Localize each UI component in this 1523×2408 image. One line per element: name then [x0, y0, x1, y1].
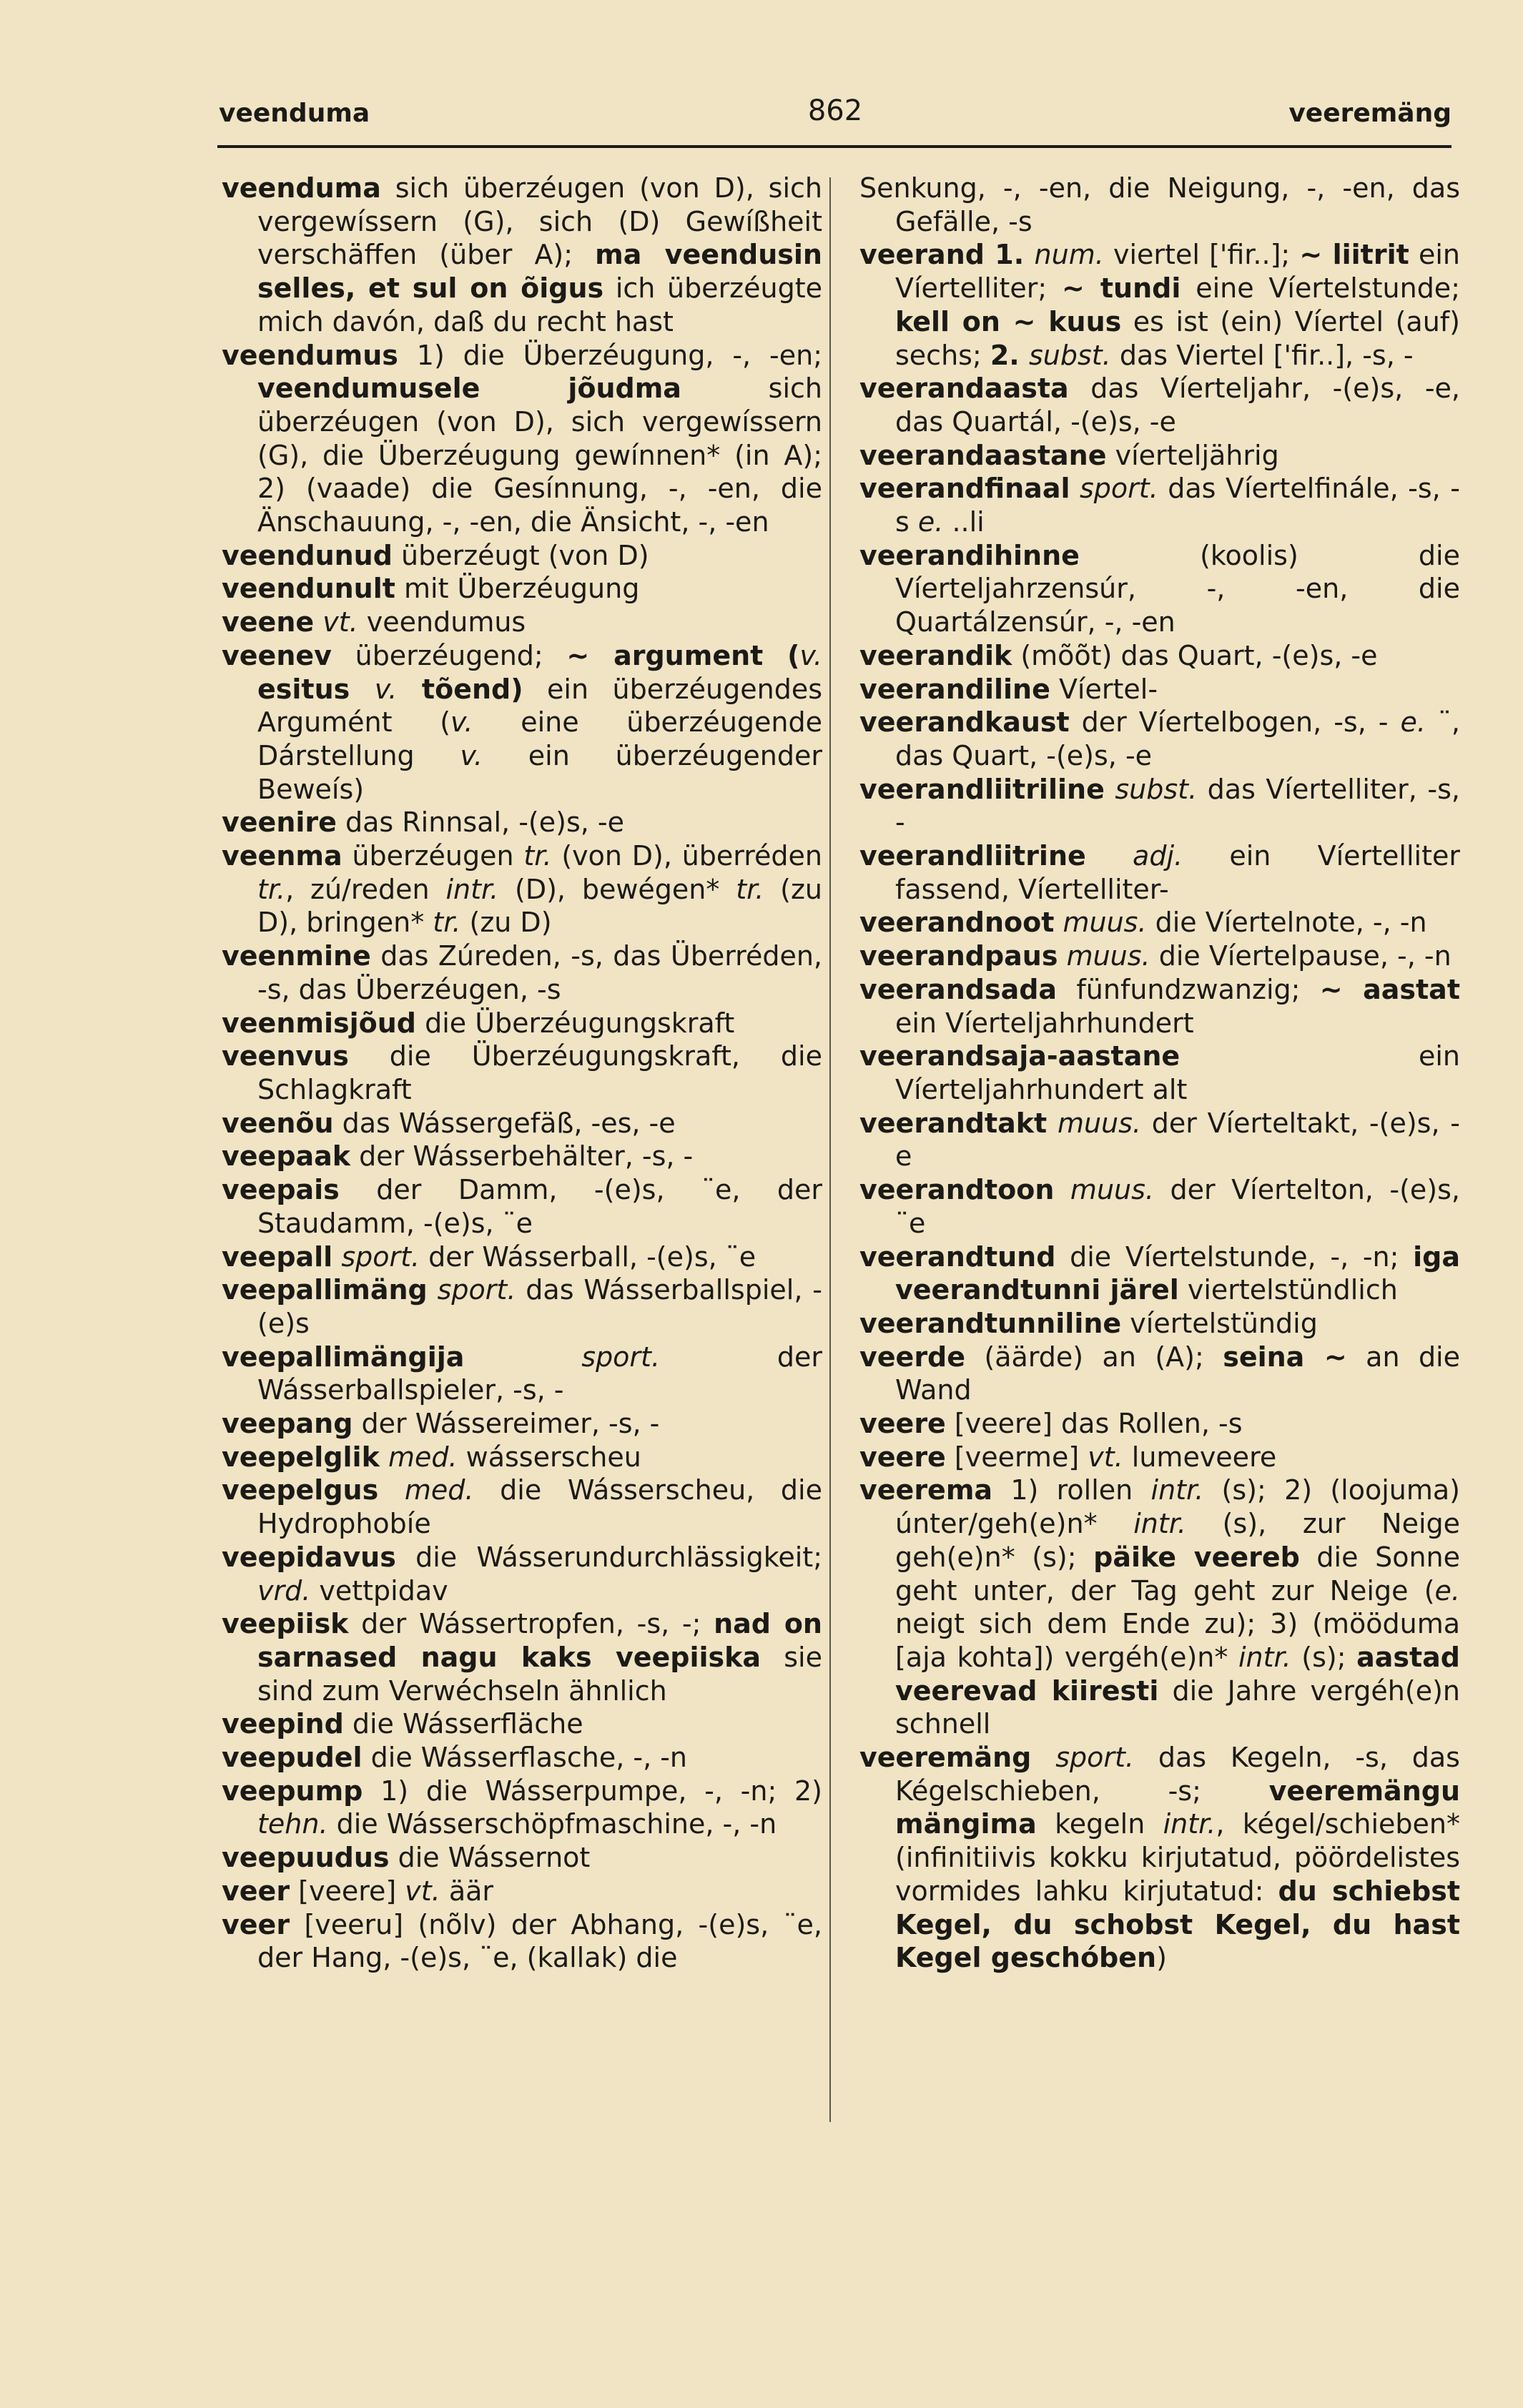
dictionary-entry — [859, 1307, 1460, 1341]
example-phrase: iga veerandtunni järel — [895, 1240, 1460, 1306]
dictionary-entry — [222, 539, 822, 573]
definition-text: überzéugt (von D) — [392, 539, 649, 571]
definition-text — [1054, 1174, 1070, 1205]
definition-text — [378, 1474, 405, 1506]
definition-text: (s); — [1291, 1641, 1357, 1673]
example-phrase: du schiebst Kegel, du schobst Kegel, du hast Kegel geschóben — [895, 1875, 1460, 1974]
definition-text: , kégel/schieben* (infinitiivis kokku kirjutatud, pöördelistes vormides lahku kirjutatud: — [895, 1808, 1460, 1907]
example-phrase: päike veereb — [1093, 1541, 1300, 1573]
grammar-label: vt. — [322, 606, 358, 638]
entry-headword: veenmine — [222, 940, 371, 972]
entry-headword: veepais — [222, 1174, 340, 1206]
definition-text: (D), bewégen* — [498, 873, 736, 905]
definition-text — [1105, 774, 1115, 805]
dictionary-entry — [222, 1173, 822, 1240]
page-header — [219, 94, 1451, 143]
entry-headword: veerandtund — [859, 1240, 1056, 1273]
definition-text: (zu D), bringen* — [257, 873, 823, 939]
example-phrase: 2. — [990, 339, 1029, 371]
grammar-label: tehn. — [257, 1808, 328, 1840]
definition-text: [veere] — [290, 1875, 405, 1907]
grammar-label: med. — [404, 1474, 474, 1506]
entry-headword: veer — [222, 1875, 290, 1907]
definition-text: (zu D) — [460, 907, 552, 939]
example-phrase: 1. — [984, 239, 1035, 271]
example-phrase: ~ liitrit — [1299, 239, 1409, 271]
definition-text: überzéugen — [342, 840, 524, 872]
dictionary-entry — [222, 1541, 822, 1607]
definition-text: [veerme] — [945, 1441, 1088, 1473]
dictionary-entry — [222, 1474, 822, 1540]
dictionary-entry — [222, 1140, 822, 1173]
dictionary-entry — [859, 773, 1460, 839]
definition-text: die Víertelnote, -, -n — [1146, 907, 1427, 939]
entry-headword: veerandaastane — [859, 439, 1107, 471]
definition-text: an die Wand — [895, 1341, 1460, 1406]
definition-text — [380, 1441, 388, 1473]
entry-headword: veerandihinne — [859, 539, 1080, 571]
entry-headword: veerema — [859, 1474, 993, 1506]
definition-text: äär — [440, 1875, 494, 1907]
definition-text: ein überzéugendes Argumént ( — [257, 673, 822, 739]
definition-text: Senkung, -, -en, die Neigung, -, -en, das Gefälle, -s — [859, 172, 1460, 237]
entry-headword: veenduma — [222, 172, 381, 204]
definition-text: ein überzéugender Beweís) — [257, 739, 822, 805]
definition-text: sich überzéugen (von D), sich vergewíssern (G), die Überzéugung gewínnen* (in A); 2) (vaade) die Gesínnung, -, -en, die Änschauung, -, -en, die Änsicht, -, -en — [257, 372, 822, 538]
definition-text: kegeln — [1036, 1808, 1163, 1840]
definition-text: der Wásserbehälter, -s, - — [350, 1140, 694, 1173]
entry-headword: veenmisjõud — [222, 1007, 416, 1039]
entry-headword: veendunud — [222, 539, 393, 571]
definition-text: die Wásserflasche, -, -n — [362, 1742, 688, 1774]
entry-headword: veerandiline — [859, 673, 1050, 705]
definition-text — [464, 1341, 581, 1373]
definition-text: ..li — [943, 506, 985, 538]
example-phrase: esitus — [257, 673, 375, 705]
definition-text — [1047, 1107, 1058, 1139]
example-phrase: kell on ~ kuus — [895, 305, 1122, 337]
entry-headword: veenvus — [222, 1040, 349, 1072]
dictionary-entry — [222, 1441, 822, 1474]
grammar-label: num. — [1034, 239, 1104, 271]
dictionary-entry — [859, 1474, 1460, 1741]
grammar-label: tr. — [433, 907, 461, 939]
definition-text: ein Víerteljahrhundert alt — [895, 1040, 1460, 1105]
definition-text: ich überzéugte mich davón, daß du recht hast — [257, 272, 822, 337]
dictionary-entry — [222, 1841, 822, 1875]
definition-text: der Wássertropfen, -s, -; — [348, 1608, 714, 1640]
definition-text: (koolis) die Víerteljahrzensúr, -, -en, die Quartálzensúr, -, -en — [895, 539, 1460, 638]
dictionary-entry — [222, 1607, 822, 1707]
definition-text: die Jahre vergéh(e)n schnell — [895, 1674, 1460, 1740]
entry-headword: veere — [859, 1441, 946, 1473]
grammar-label: subst. — [1028, 339, 1111, 371]
entry-headword: veerandik — [859, 639, 1012, 671]
entry-headword: veepang — [222, 1408, 353, 1440]
dictionary-entry — [222, 1875, 822, 1908]
dictionary-entry — [859, 1040, 1460, 1106]
grammar-label: v. — [799, 639, 822, 671]
definition-text: fünfundzwanzig; — [1057, 973, 1320, 1005]
grammar-label: e. — [1434, 1574, 1460, 1607]
entry-headword: veenire — [222, 806, 337, 839]
dictionary-entry — [859, 1407, 1460, 1441]
definition-text: die Wásserscheu, die Hydrophobíe — [257, 1474, 822, 1540]
dictionary-entry-continued — [859, 172, 1460, 238]
example-phrase: nad on sarnased nagu kaks veepiiska — [257, 1608, 822, 1673]
example-phrase: ~ tundi — [1062, 272, 1181, 305]
dictionary-entry — [859, 839, 1460, 906]
definition-text: es ist (ein) Víertel (auf) sechs; — [895, 305, 1460, 371]
dictionary-entry — [859, 439, 1460, 473]
definition-text: (äärde) an (A); — [965, 1341, 1223, 1373]
grammar-label: e. — [1400, 706, 1426, 739]
definition-text: víertelstündig — [1121, 1307, 1318, 1339]
example-phrase: seina ~ — [1223, 1341, 1347, 1373]
definition-text: der Víerteltakt, -(e)s, -e — [895, 1107, 1460, 1173]
definition-text: sie sind zum Verwéchseln ähnlich — [257, 1641, 822, 1707]
grammar-label: intr. — [445, 873, 499, 905]
definition-text: mit Überzéugung — [395, 573, 640, 605]
example-phrase: tõend) — [397, 673, 523, 705]
definition-text: vettpidav — [310, 1574, 448, 1607]
dictionary-entry — [859, 372, 1460, 438]
dictionary-entry — [222, 1707, 822, 1741]
entry-headword: veepump — [222, 1775, 363, 1807]
dictionary-entry — [859, 939, 1460, 973]
definition-text: die Überzéugungskraft, die Schlagkraft — [257, 1040, 822, 1105]
grammar-label: muus. — [1057, 1107, 1142, 1139]
dictionary-entry — [859, 1341, 1460, 1407]
definition-text: überzéugend; — [331, 639, 567, 671]
grammar-label: subst. — [1115, 773, 1198, 805]
dictionary-entry — [222, 1908, 822, 1975]
grammar-label: v. — [460, 739, 483, 771]
column-divider — [829, 177, 831, 2122]
dictionary-entry — [222, 606, 822, 639]
entry-headword: veerandnoot — [859, 907, 1055, 939]
dictionary-entry — [222, 1007, 822, 1040]
definition-text: ein Víerteljahrhundert — [895, 1007, 1194, 1039]
definition-text: eine Víertelstunde; — [1181, 272, 1460, 305]
grammar-label: med. — [388, 1441, 458, 1473]
left-running-headword: veenduma — [219, 99, 370, 128]
dictionary-entry — [222, 572, 822, 606]
entry-headword: veerandkaust — [859, 706, 1070, 739]
definition-text: sich überzéugen (von D), sich vergewíssern (G), sich (D) Gewíßheit verschäffen (über A); — [257, 172, 822, 271]
dictionary-entry — [222, 1040, 822, 1106]
dictionary-entry — [859, 1741, 1460, 1975]
definition-text: viertel ['fir..]; — [1103, 239, 1300, 271]
example-phrase: aastad veerevad kiiresti — [895, 1641, 1460, 1707]
grammar-label: muus. — [1063, 907, 1147, 939]
entry-headword: veerandtunniline — [859, 1307, 1122, 1339]
definition-text: víerteljährig — [1106, 439, 1279, 471]
definition-text: [veere] das Rollen, -s — [945, 1408, 1243, 1440]
dictionary-entry — [222, 1775, 822, 1841]
entry-headword: veepelglik — [222, 1441, 380, 1473]
grammar-label: adj. — [1133, 840, 1183, 872]
entry-headword: veepallimäng — [222, 1274, 428, 1306]
definition-text: lumeveere — [1123, 1441, 1277, 1473]
definition-text: wásserscheu — [457, 1441, 641, 1473]
dictionary-entry — [859, 706, 1460, 772]
entry-headword: veerandpaus — [859, 940, 1058, 972]
entry-headword: veepiisk — [222, 1608, 349, 1640]
definition-text: das Viertel ['fir..], -s, - — [1110, 339, 1414, 371]
definition-text — [428, 1274, 438, 1306]
entry-headword: veenev — [222, 639, 332, 671]
definition-text: der Damm, -(e)s, ¨e, der Staudamm, -(e)s, ¨e — [257, 1174, 822, 1239]
grammar-label: vt. — [1088, 1441, 1123, 1473]
definition-text: das Víertelfinále, -s, -s — [895, 473, 1460, 538]
definition-text: die Víertelstunde, -, -n; — [1055, 1240, 1414, 1273]
dictionary-entry — [222, 1407, 822, 1441]
definition-text: die Víertelpause, -, -n — [1150, 940, 1451, 972]
definition-text: der Wássereimer, -s, - — [353, 1408, 660, 1440]
definition-text: eine überzéugende Dárstellung — [257, 706, 822, 771]
entry-headword: veepidavus — [222, 1541, 396, 1573]
entry-headword: veerandtakt — [859, 1107, 1048, 1139]
definition-text — [1086, 840, 1133, 872]
grammar-label: muus. — [1070, 1174, 1154, 1206]
grammar-label: intr. — [1163, 1808, 1216, 1840]
dictionary-entry — [859, 906, 1460, 939]
definition-text: ¨, das Quart, -(e)s, -e — [895, 706, 1460, 771]
dictionary-entry — [859, 1173, 1460, 1240]
definition-text: das Zúreden, -s, das Überréden, -s, das Überzéugen, -s — [257, 940, 822, 1005]
entry-headword: veenõu — [222, 1107, 334, 1139]
dictionary-entry — [222, 839, 822, 939]
example-phrase: ~ argument ( — [566, 639, 800, 671]
definition-text: (s), zur Neige geh(e)n* (s); — [895, 1508, 1461, 1573]
example-phrase: veeremängu mängima — [895, 1775, 1460, 1840]
definition-text: ein Víertelliter fassend, Víertelliter- — [895, 840, 1460, 905]
definition-text: 1) die Überzéugung, -, -en; — [398, 339, 822, 371]
dictionary-entry — [859, 673, 1460, 706]
dictionary-entry — [222, 1741, 822, 1775]
grammar-label: intr. — [1133, 1508, 1186, 1540]
dictionary-entry — [222, 806, 822, 839]
dictionary-entry — [859, 539, 1460, 639]
entry-headword: veepuudus — [222, 1842, 390, 1874]
entry-headword: veerandfinaal — [859, 473, 1070, 505]
definition-text: 1) rollen — [992, 1474, 1151, 1506]
definition-text: die Wásserfläche — [343, 1708, 583, 1740]
definition-text — [1031, 1742, 1055, 1773]
entry-headword: veepallimängija — [222, 1341, 465, 1373]
header-rule — [217, 145, 1451, 148]
definition-text: das Víerteljahr, -(e)s, -e, das Quartál, -(e)s, -e — [895, 372, 1460, 438]
entry-headword: veer — [222, 1908, 290, 1940]
definition-text: (mõõt) das Quart, -(e)s, -e — [1012, 639, 1378, 671]
definition-text: viertelstündlich — [1178, 1274, 1398, 1306]
entry-headword: veerandsada — [859, 973, 1058, 1005]
definition-text: (s); 2) (loojuma) únter/geh(e)n* — [895, 1474, 1460, 1540]
grammar-label: vrd. — [257, 1574, 311, 1607]
entry-headword: veepelgus — [222, 1474, 379, 1506]
definition-text: (von D), überréden — [551, 840, 823, 872]
entry-headword: veendumus — [222, 339, 398, 371]
dictionary-entry — [859, 1240, 1460, 1307]
entry-headword: veepall — [222, 1240, 333, 1273]
entry-headword: veepind — [222, 1708, 344, 1740]
entry-headword: veerandsaja-aastane — [859, 1040, 1181, 1072]
dictionary-entry — [222, 339, 822, 539]
definition-text: die Wásserundurchlässigkeit; — [395, 1541, 822, 1573]
dictionary-entry — [222, 172, 822, 339]
definition-text: neigt sich dem Ende zu); 3) (mööduma [aja kohta]) vergéh(e)n* — [895, 1608, 1460, 1673]
grammar-label: tr. — [523, 840, 552, 872]
dictionary-entry — [859, 973, 1460, 1040]
entry-headword: veepudel — [222, 1742, 363, 1774]
grammar-label: vt. — [405, 1875, 440, 1907]
entry-headword: veepaak — [222, 1140, 351, 1173]
definition-text: , zú/reden — [285, 873, 446, 905]
entry-headword: veendunult — [222, 573, 395, 605]
definition-text: ) — [1156, 1942, 1167, 1974]
dictionary-entry — [222, 639, 822, 806]
definition-text: der Wásserballspieler, -s, - — [257, 1341, 822, 1406]
right-column — [859, 172, 1460, 1975]
grammar-label: sport. — [1055, 1742, 1134, 1774]
definition-text — [1070, 473, 1080, 504]
grammar-label: v. — [374, 673, 398, 705]
entry-headword: veerandtoon — [859, 1174, 1055, 1206]
entry-headword: veeremäng — [859, 1742, 1032, 1774]
definition-text: [veeru] (nõlv) der Abhang, -(e)s, ¨e, der Hang, -(e)s, ¨e, (kallak) die — [257, 1908, 822, 1974]
entry-headword: veere — [859, 1408, 946, 1440]
dictionary-entry — [859, 238, 1460, 372]
definition-text: das Wássergefäß, -es, -e — [333, 1107, 676, 1139]
definition-text: das Kegeln, -s, das Kégelschieben, -s; — [895, 1742, 1460, 1807]
definition-text — [314, 606, 322, 638]
entry-headword: veenma — [222, 840, 342, 872]
definition-text: das Víertelliter, -s, - — [895, 773, 1460, 839]
dictionary-entry — [859, 1107, 1460, 1173]
definition-text: 1) die Wásserpumpe, -, -n; 2) — [363, 1775, 822, 1807]
definition-text: das Rinnsal, -(e)s, -e — [336, 806, 624, 839]
example-phrase: veendumusele jõudma — [257, 372, 681, 405]
dictionary-entry — [222, 1107, 822, 1140]
page-number: 862 — [807, 94, 863, 127]
right-running-headword: veeremäng — [1288, 99, 1451, 128]
grammar-label: sport. — [1079, 473, 1158, 505]
dictionary-entry — [859, 639, 1460, 673]
grammar-label: v. — [450, 706, 473, 739]
definition-text: die Wásserschöpfmaschine, -, -n — [327, 1808, 777, 1840]
grammar-label: tr. — [736, 873, 764, 905]
left-column — [222, 172, 822, 1975]
definition-text: veendumus — [358, 606, 526, 638]
entry-headword: veene — [222, 606, 315, 638]
definition-text: der Wásserball, -(e)s, ¨e — [420, 1240, 756, 1273]
definition-text: ein Víertelliter; — [895, 239, 1460, 305]
dictionary-entry — [222, 939, 822, 1006]
dictionary-entry — [222, 1273, 822, 1340]
grammar-label: sport. — [581, 1341, 661, 1373]
dictionary-entry — [859, 472, 1460, 538]
definition-text — [332, 1241, 341, 1273]
definition-text — [1058, 940, 1066, 972]
entry-headword: veerandliitrine — [859, 840, 1086, 872]
entry-headword: veerandaasta — [859, 372, 1069, 405]
definition-text: der Víertelton, -(e)s, ¨e — [895, 1174, 1460, 1239]
definition-text: die Sonne geht unter, der Tag geht zur Neige ( — [895, 1541, 1460, 1607]
definition-text: der Víertelbogen, -s, - — [1069, 706, 1401, 739]
grammar-label: muus. — [1066, 940, 1150, 972]
definition-text — [1054, 907, 1063, 938]
dictionary-entry — [222, 1240, 822, 1274]
grammar-label: e. — [917, 506, 944, 538]
definition-text: das Wásserballspiel, -(e)s — [257, 1274, 822, 1339]
grammar-label: sport. — [341, 1240, 420, 1273]
definition-text: die Überzéugungskraft — [416, 1007, 735, 1039]
definition-text: Víertel- — [1050, 673, 1158, 705]
grammar-label: sport. — [437, 1274, 516, 1306]
entry-headword: veerde — [859, 1341, 966, 1373]
example-phrase: ma veendusin selles, et sul on õigus — [257, 239, 822, 305]
example-phrase: ~ aastat — [1319, 973, 1460, 1005]
definition-text: die Wássernot — [389, 1842, 591, 1874]
grammar-label: intr. — [1150, 1474, 1204, 1506]
entry-headword: veerand — [859, 239, 985, 271]
dictionary-entry — [222, 1341, 822, 1407]
grammar-label: tr. — [257, 873, 286, 905]
grammar-label: intr. — [1238, 1641, 1291, 1673]
dictionary-entry — [859, 1441, 1460, 1474]
entry-headword: veerandliitriline — [859, 773, 1105, 805]
